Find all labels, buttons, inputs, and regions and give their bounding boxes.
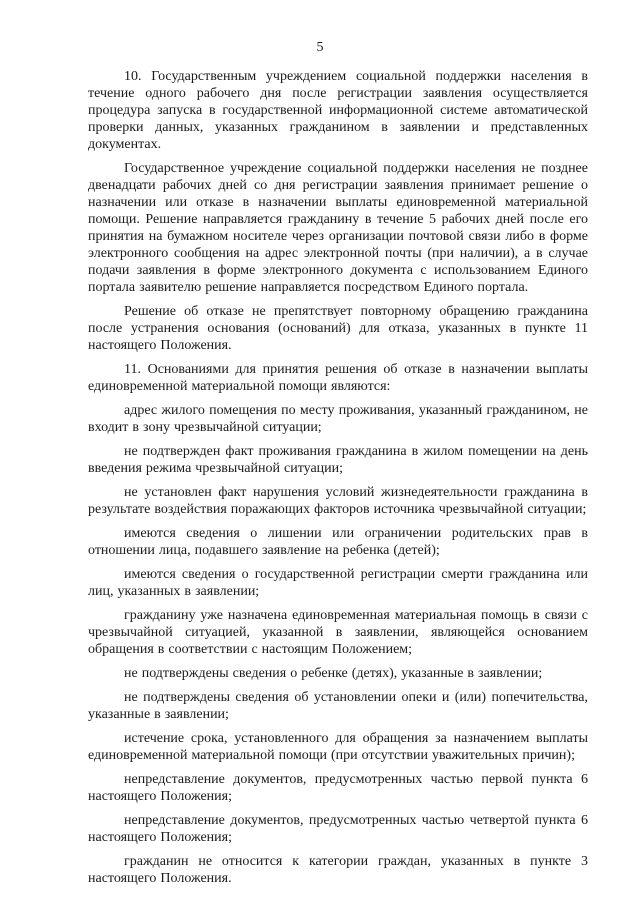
list-item: имеются сведения о лишении или ограничении родительских прав в отношении лица, подавшего заявление на ребенка (детей);: [88, 526, 588, 558]
list-item: гражданину уже назначена единовременная материальная помощь в связи с чрезвычайной ситуацией, указанной в заявлении, являющейся основанием обращения в соответствии с настоящим Положением;: [88, 608, 588, 657]
list-item: адрес жилого помещения по месту проживания, указанный гражданином, не входит в зону чрезвычайной ситуации;: [88, 403, 588, 435]
document-body: [88, 68, 588, 887]
list-item: непредставление документов, предусмотренных частью четвертой пункта 6 настоящего Положения;: [88, 813, 588, 845]
list-item: имеются сведения о государственной регистрации смерти гражданина или лиц, указанных в заявлении;: [88, 567, 588, 599]
list-item: не подтверждены сведения о ребенке (детях), указанные в заявлении;: [124, 666, 543, 681]
list-item: истечение срока, установленного для обращения за назначением выплаты единовременной материальной помощи (при отсутствии уважительных причин);: [88, 731, 588, 763]
list-item: не подтвержден факт проживания гражданина в жилом помещении на день введения режима чрезвычайной ситуации;: [88, 444, 588, 476]
paragraph-11: 11. Основаниями для принятия решения об отказе в назначении выплаты единовременной материальной помощи являются:: [88, 362, 588, 394]
list-item: не установлен факт нарушения условий жизнедеятельности гражданина в результате воздействия поражающих факторов источника чрезвычайной ситуации;: [88, 485, 588, 517]
paragraph-refusal-note: Решение об отказе не препятствует повторному обращению гражданина после устранения основания (оснований) для отказа, указанных в пункте 11 настоящего Положения.: [88, 304, 588, 353]
page-number: 5: [316, 40, 324, 55]
list-item: гражданин не относится к категории граждан, указанных в пункте 3 настоящего Положения.: [88, 854, 588, 886]
list-item: непредставление документов, предусмотренных частью первой пункта 6 настоящего Положения;: [88, 772, 588, 804]
list-item: не подтверждены сведения об установлении опеки и (или) попечительства, указанные в заявлении;: [88, 690, 588, 722]
paragraph-decision: Государственное учреждение социальной поддержки населения не позднее двенадцати рабочих дней со дня регистрации заявления принимает решение о назначении или отказе в назначении выплаты единовременной материальной помощи. Решение направляется гражданину в течение 5 рабочих дней после его принятия на бумажном носителе через организации почтовой связи либо в форме электронного сообщения на адрес электронной почты (при наличии), а в случае подачи заявления в форме электронного документа с использованием Единого портала заявителю решение направляется посредством Единого портала.: [88, 161, 588, 295]
paragraph-10: 10. Государственным учреждением социальной поддержки населения в течение одного рабочего дня после регистрации заявления осуществляется процедура запуска в государственной информационной системе автоматической проверки данных, указанных гражданином в заявлении и представленных документах.: [88, 69, 588, 152]
